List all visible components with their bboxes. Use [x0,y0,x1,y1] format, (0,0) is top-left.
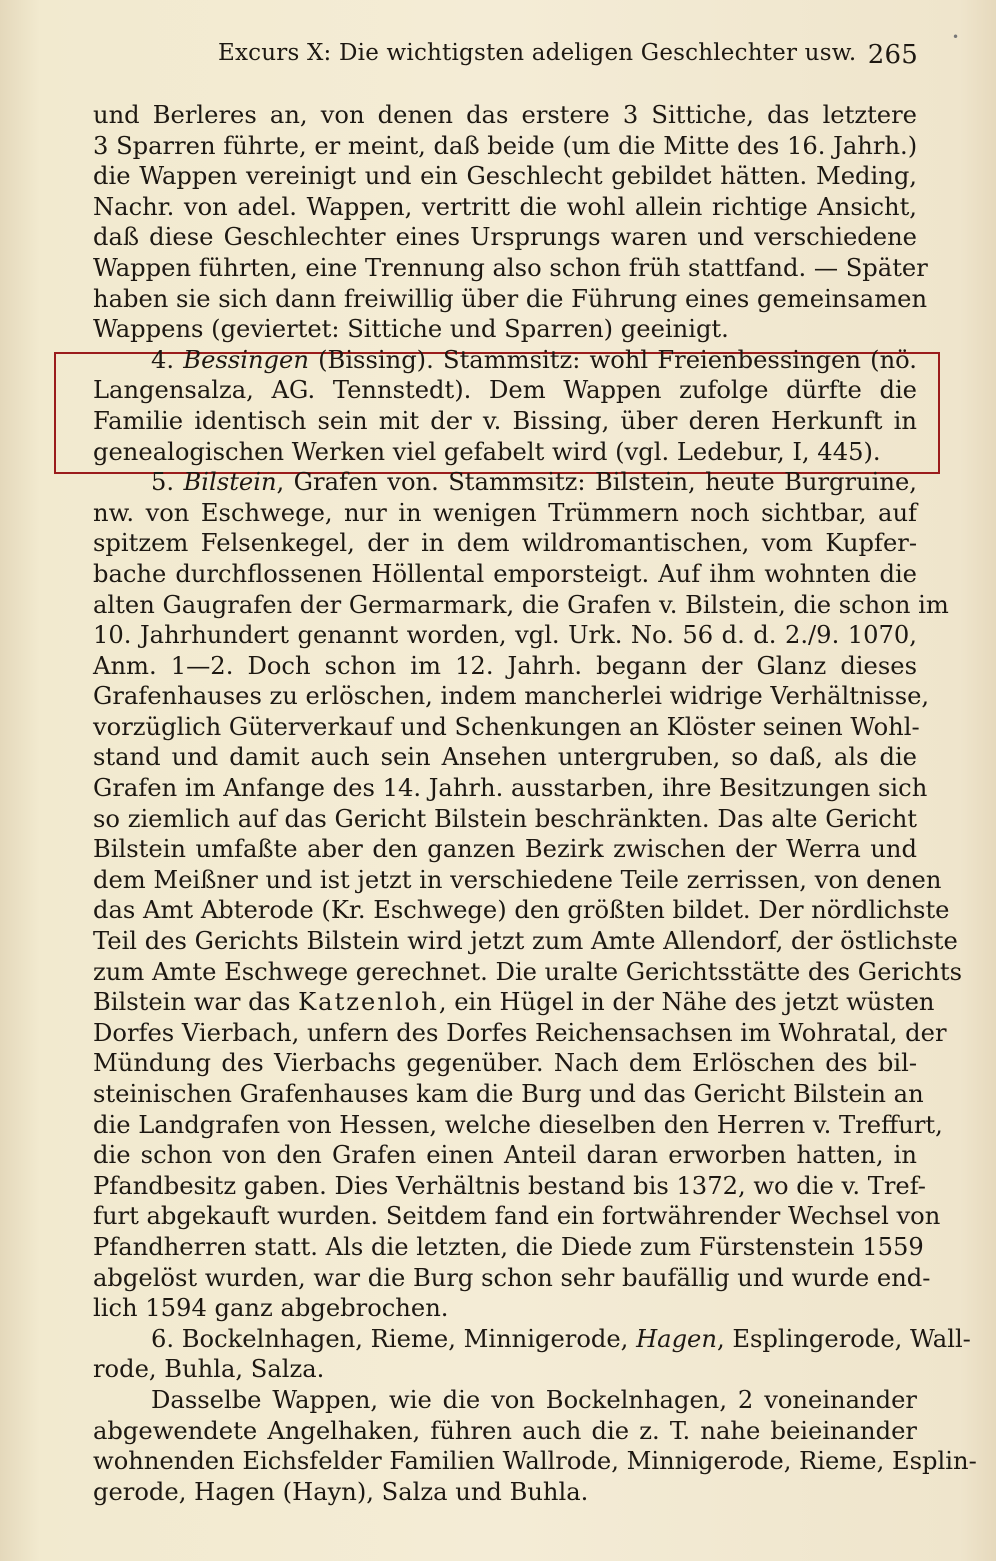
text-line: zum Amte Eschwege gerechnet. Die uralte Gerichtsstätte des Gerichts [93,957,962,986]
text-line: Dasselbe Wappen, wie die von Bockelnhagen, 2 voneinander [151,1385,917,1414]
text-line: Langensalza, AG. Tennstedt). Dem Wappen zufolge dürfte die [93,376,917,405]
text-line: Mündung des Vierbachs gegenüber. Nach dem Erlöschen des bil- [93,1049,917,1078]
entry-5-line [93,467,917,498]
text-line: daß diese Geschlechter eines Ursprungs waren und verschiedene [93,223,917,252]
text-line: spitzem Felsenkegel, der in dem wildromantischen, vom Kupfer- [93,529,917,558]
text-line: Wappen führten, eine Trennung also schon früh stattfand. — Später [93,253,928,282]
text-line: abgewendete Angelhaken, führen auch die z. T. nahe beieinander [93,1416,917,1445]
text-line: Grafen im Anfange des 14. Jahrh. ausstarben, ihre Besitzungen sich [93,774,928,803]
text-line: genealogischen Werken viel gefabelt wird (vgl. Ledebur, I, 445). [93,437,881,466]
text-line: die Landgrafen von Hessen, welche dieselben den Herren v. Treffurt, [93,1110,943,1139]
entry-name: Hagen [636,1324,717,1353]
running-header [218,36,918,76]
text-line: furt abgekauft wurden. Seitdem fand ein fortwährender Wechsel von [93,1202,941,1231]
text-line: Bilstein umfaßte aber den ganzen Bezirk zwischen der Werra und [93,835,917,864]
entry-number: 5. [151,468,175,497]
text-line: Wappens (geviertet: Sittiche und Sparren) geeinigt. [93,315,729,344]
page-number: 265 [867,40,918,70]
spaced-place-name: Katzenloh [298,988,439,1017]
text-line: Nachr. von adel. Wappen, vertritt die wohl allein richtige Ansicht, [93,192,917,221]
text-line: Dorfes Vierbach, unfern des Dorfes Reichensachsen im Wohratal, der [93,1018,947,1047]
text-segment: 6. Bockelnhagen, Rieme, Minnigerode, [151,1324,637,1353]
text-line: lich 1594 ganz abgebrochen. [93,1294,449,1323]
text-line: wohnenden Eichsfelder Familien Wallrode, Minnigerode, Rieme, Esplin- [93,1447,977,1476]
text-segment: , Esplingerode, Wall- [716,1324,971,1353]
text-line: gerode, Hagen (Hayn), Salza und Buhla. [93,1477,589,1506]
corner-speck: • [952,30,960,44]
entry-number: 4. [151,345,175,374]
text-line: Pfandbesitz gaben. Dies Verhältnis bestand bis 1372, wo die v. Tref- [93,1171,926,1200]
text-segment: , ein Hügel in der Nähe des jetzt wüsten [438,988,935,1017]
text-line: Familie identisch sein mit der v. Bissing, über deren Herkunft in [93,406,917,435]
header-title: Excurs X: Die wichtigsten adeligen Geschlechter usw. [218,40,857,66]
entry-name: Bessingen [183,345,309,374]
text-line: alten Gaugrafen der Germarmark, die Grafen v. Bilstein, die schon im [93,590,949,619]
entry-4-line [93,345,917,376]
text-line: rode, Buhla, Salza. [93,1355,325,1384]
text-line: Grafenhauses zu erlöschen, indem mancherlei widrige Verhältnisse, [93,682,930,711]
text-line: haben sie sich dann freiwillig über die Führung eines gemeinsamen [93,284,928,313]
text-line: und Berleres an, von denen das erstere 3 Sittiche, das letztere [93,101,917,129]
text-line: stand und damit auch sein Ansehen untergruben, so daß, als die [93,743,917,772]
text-line [93,987,935,1018]
text-line: abgelöst wurden, war die Burg schon sehr baufällig und wurde end- [93,1263,931,1292]
text-line: die Wappen vereinigt und ein Geschlecht gebildet hätten. Meding, [93,162,917,191]
text-line: 3 Sparren führte, er meint, daß beide (um die Mitte des 16. Jahrh.) [93,131,918,160]
text-line: 10. Jahrhundert genannt worden, vgl. Urk. No. 56 d. d. 2./9. 1070, [93,621,917,650]
entry-name: Bilstein [183,468,277,497]
text-line: nw. von Eschwege, nur in wenigen Trümmern noch sichtbar, auf [93,498,917,527]
text-line: steinischen Grafenhauses kam die Burg und das Gericht Bilstein an [93,1080,924,1108]
entry-text: , Grafen von. Stammsitz: Bilstein, heute Burgruine, [276,468,917,497]
page-body [93,100,977,1507]
text-line: das Amt Abterode (Kr. Eschwege) den größten bildet. Der nördlichste [93,896,950,925]
entry-6-line [93,1324,971,1355]
text-line: die schon von den Grafen einen Anteil daran erworben hatten, in [93,1141,917,1170]
text-line: dem Meißner und ist jetzt in verschiedene Teile zerrissen, von denen [93,865,942,894]
entry-text: (Bissing). Stammsitz: wohl Freienbessingen (nö. [308,345,917,374]
text-line: bache durchflossenen Höllental emporsteigt. Auf ihm wohnten die [93,559,917,588]
text-line: Pfandherren statt. Als die letzten, die Diede zum Fürstenstein 1559 [93,1232,924,1261]
text-segment: Bilstein war das [93,988,299,1017]
text-line: Teil des Gerichts Bilstein wird jetzt zum Amte Allendorf, der östlichste [93,927,958,956]
text-line: so ziemlich auf das Gericht Bilstein beschränkten. Das alte Gericht [93,804,917,833]
text-line: vorzüglich Güterverkauf und Schenkungen an Klöster seinen Wohl- [93,712,920,741]
text-line: Anm. 1—2. Doch schon im 12. Jahrh. begann der Glanz dieses [93,651,917,680]
